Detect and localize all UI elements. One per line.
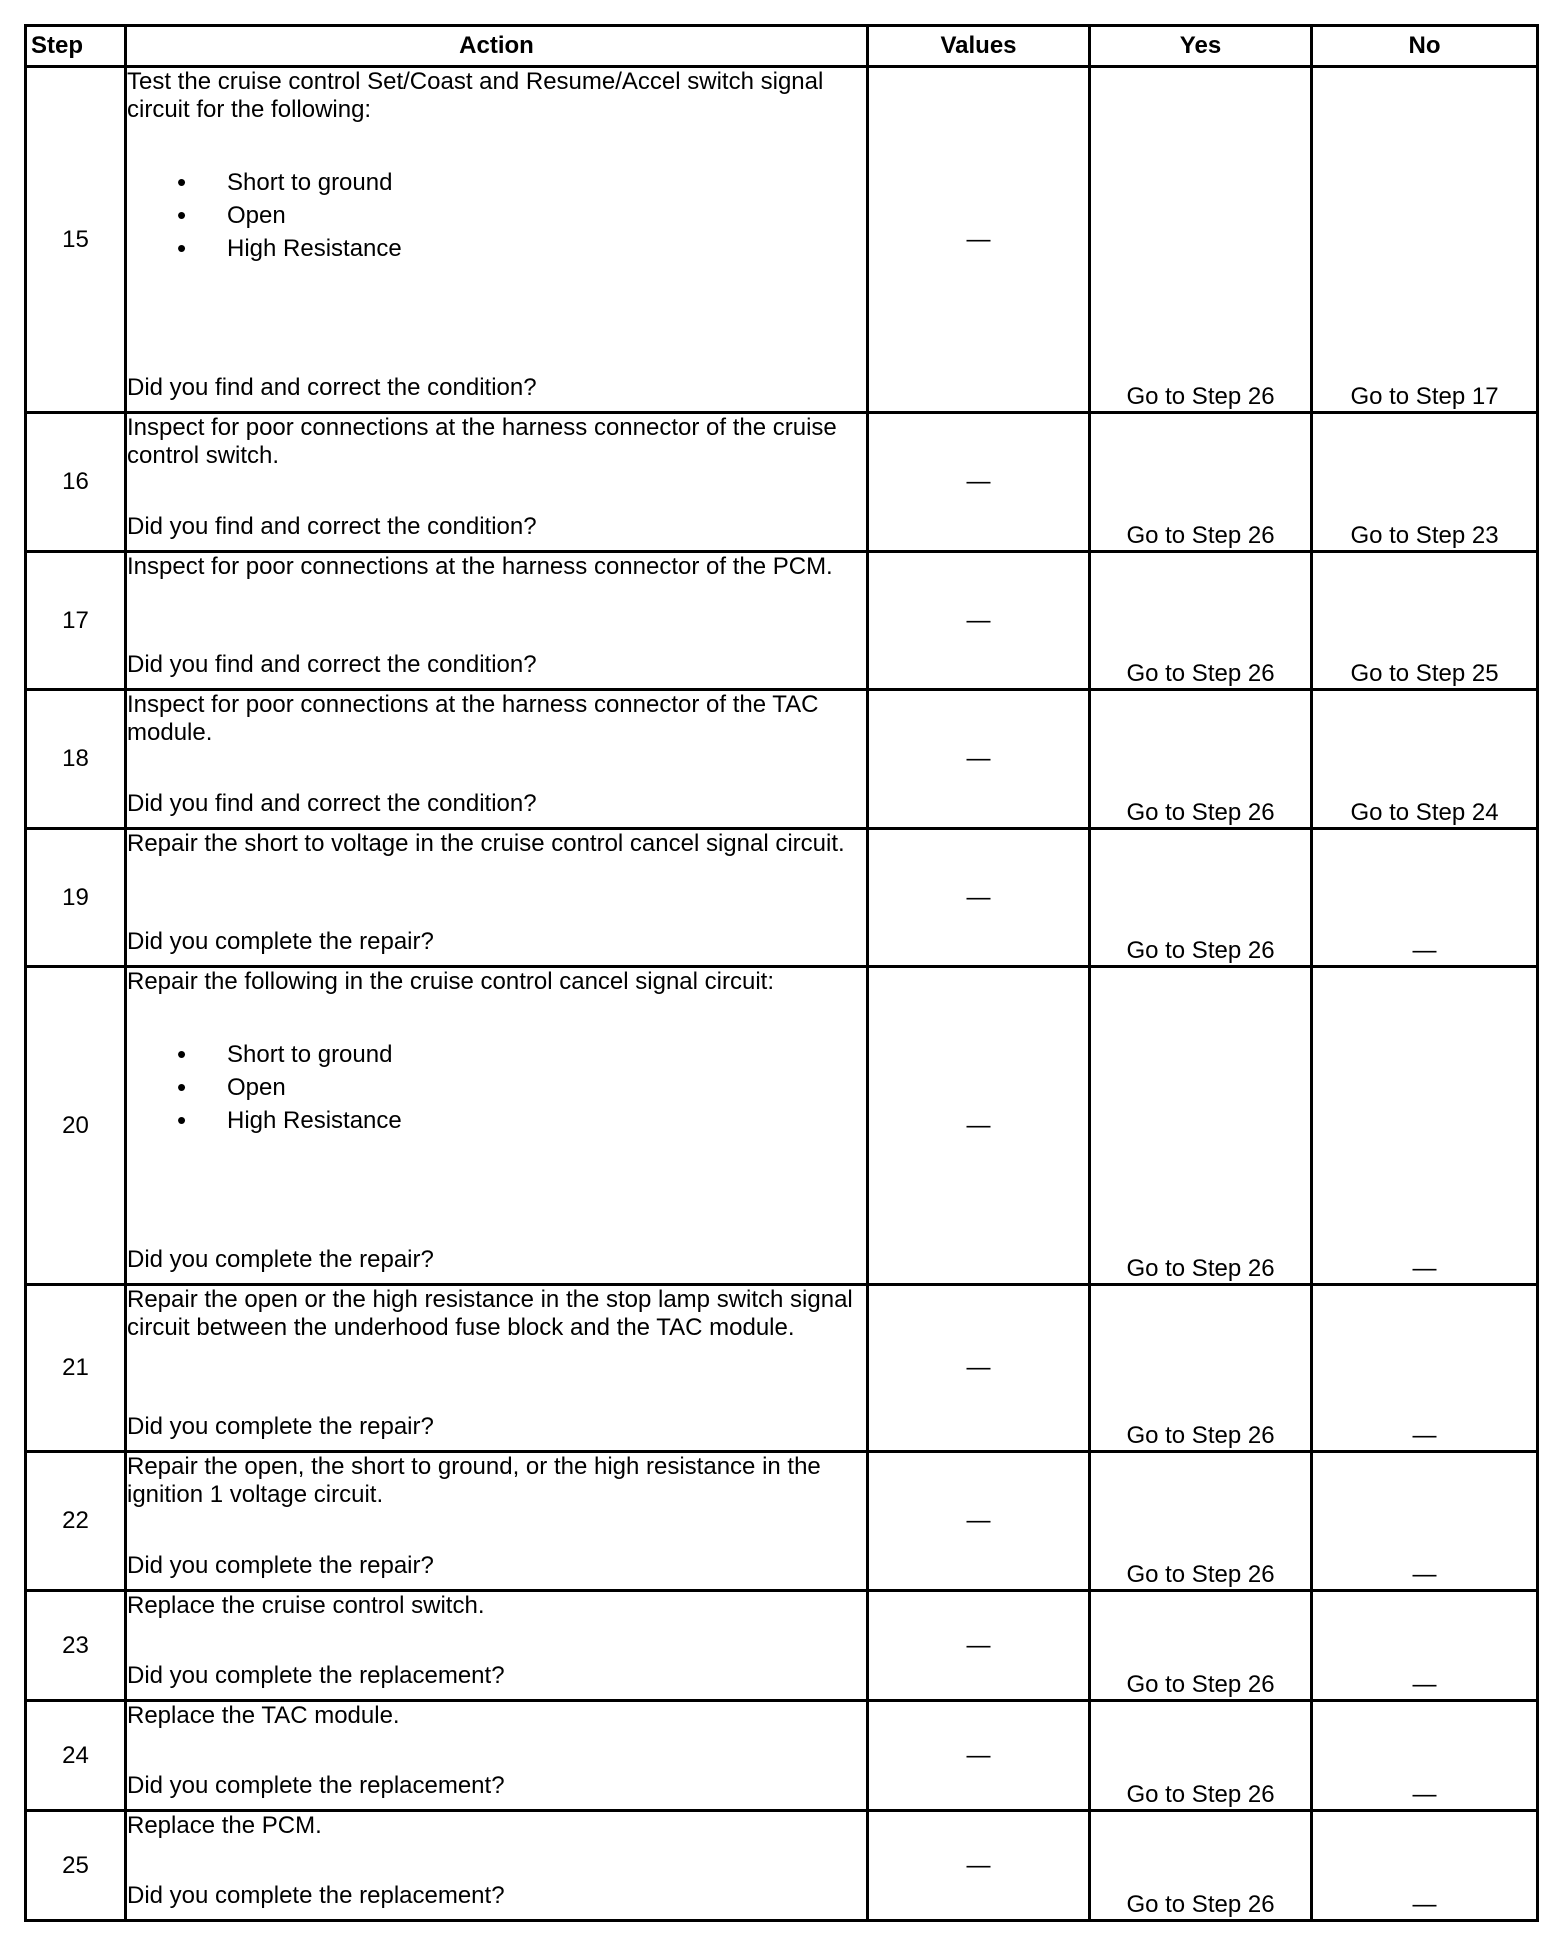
action-instruction: Test the cruise control Set/Coast and Resume/Accel switch signal circuit for the following:	[127, 68, 824, 123]
action-instruction: Inspect for poor connections at the harness connector of the PCM.	[127, 553, 833, 580]
action-instruction: Replace the cruise control switch.	[127, 1592, 485, 1619]
header-values: Values	[868, 26, 1090, 67]
action-question: Did you complete the replacement?	[127, 1882, 505, 1909]
action-instruction: Replace the PCM.	[127, 1812, 322, 1839]
yes-cell: Go to Step 26	[1090, 552, 1312, 690]
yes-cell: Go to Step 26	[1090, 413, 1312, 552]
action-instruction: Repair the open or the high resistance in the stop lamp switch signal circuit between the underhood fuse block and the TAC module.	[127, 1286, 853, 1341]
action-cell	[126, 413, 868, 552]
no-cell: —	[1312, 1285, 1538, 1452]
yes-cell: Go to Step 26	[1090, 690, 1312, 829]
step-number: 19	[26, 829, 126, 967]
step-number: 17	[26, 552, 126, 690]
table-row	[26, 552, 1538, 690]
action-question: Did you find and correct the condition?	[127, 513, 537, 540]
table-row	[26, 1811, 1538, 1921]
step-number: 21	[26, 1285, 126, 1452]
step-number: 23	[26, 1591, 126, 1701]
action-question: Did you complete the repair?	[127, 1552, 434, 1579]
diagnostic-table	[24, 24, 1539, 1922]
action-question: Did you find and correct the condition?	[127, 790, 537, 817]
action-cell	[126, 967, 868, 1285]
action-cell	[126, 67, 868, 413]
values-cell: —	[868, 1452, 1090, 1591]
values-cell: —	[868, 829, 1090, 967]
step-number: 18	[26, 690, 126, 829]
table-row	[26, 1591, 1538, 1701]
no-cell: —	[1312, 1452, 1538, 1591]
values-cell: —	[868, 1701, 1090, 1811]
action-instruction: Repair the open, the short to ground, or the high resistance in the ignition 1 voltage circuit.	[127, 1453, 821, 1508]
action-cell	[126, 1285, 868, 1452]
condition-list	[127, 166, 866, 265]
action-instruction: Repair the short to voltage in the cruise control cancel signal circuit.	[127, 830, 845, 857]
table-row	[26, 690, 1538, 829]
values-cell: —	[868, 413, 1090, 552]
action-question: Did you complete the repair?	[127, 1413, 434, 1440]
yes-cell: Go to Step 26	[1090, 967, 1312, 1285]
values-cell: —	[868, 1591, 1090, 1701]
action-question: Did you find and correct the condition?	[127, 374, 537, 401]
action-question: Did you complete the replacement?	[127, 1662, 505, 1689]
no-cell: —	[1312, 1591, 1538, 1701]
action-question: Did you complete the repair?	[127, 928, 434, 955]
step-number: 16	[26, 413, 126, 552]
no-cell: —	[1312, 967, 1538, 1285]
yes-cell: Go to Step 26	[1090, 829, 1312, 967]
no-cell: —	[1312, 1811, 1538, 1921]
values-cell: —	[868, 690, 1090, 829]
yes-cell: Go to Step 26	[1090, 1811, 1312, 1921]
no-cell: Go to Step 23	[1312, 413, 1538, 552]
no-cell: Go to Step 24	[1312, 690, 1538, 829]
table-row	[26, 67, 1538, 413]
header-step: Step	[26, 26, 126, 67]
action-instruction: Repair the following in the cruise control cancel signal circuit:	[127, 968, 774, 995]
action-instruction: Replace the TAC module.	[127, 1702, 400, 1729]
step-number: 15	[26, 67, 126, 413]
no-cell: —	[1312, 1701, 1538, 1811]
no-cell: Go to Step 25	[1312, 552, 1538, 690]
action-cell	[126, 829, 868, 967]
header-yes: Yes	[1090, 26, 1312, 67]
action-instruction: Inspect for poor connections at the harness connector of the cruise control switch.	[127, 414, 837, 469]
values-cell: —	[868, 67, 1090, 413]
action-question: Did you complete the replacement?	[127, 1772, 505, 1799]
action-cell	[126, 552, 868, 690]
step-number: 24	[26, 1701, 126, 1811]
action-question: Did you complete the repair?	[127, 1246, 434, 1273]
action-cell	[126, 1591, 868, 1701]
action-instruction: Inspect for poor connections at the harness connector of the TAC module.	[127, 691, 819, 746]
list-item: • High Resistance	[227, 1104, 866, 1137]
table-row	[26, 413, 1538, 552]
action-cell	[126, 1452, 868, 1591]
yes-cell: Go to Step 26	[1090, 1452, 1312, 1591]
table-row	[26, 967, 1538, 1285]
table-row	[26, 1452, 1538, 1591]
yes-cell: Go to Step 26	[1090, 1701, 1312, 1811]
yes-cell: Go to Step 26	[1090, 1591, 1312, 1701]
header-row	[26, 26, 1538, 67]
no-cell: —	[1312, 829, 1538, 967]
values-cell: —	[868, 552, 1090, 690]
action-cell	[126, 690, 868, 829]
values-cell: —	[868, 1811, 1090, 1921]
values-cell: —	[868, 967, 1090, 1285]
action-question: Did you find and correct the condition?	[127, 651, 537, 678]
action-cell	[126, 1701, 868, 1811]
list-item: • Open	[227, 199, 866, 232]
values-cell: —	[868, 1285, 1090, 1452]
header-no: No	[1312, 26, 1538, 67]
step-number: 20	[26, 967, 126, 1285]
list-item: • High Resistance	[227, 232, 866, 265]
yes-cell: Go to Step 26	[1090, 67, 1312, 413]
action-cell	[126, 1811, 868, 1921]
table-row	[26, 829, 1538, 967]
table-row	[26, 1701, 1538, 1811]
header-action: Action	[126, 26, 868, 67]
step-number: 25	[26, 1811, 126, 1921]
list-item: • Short to ground	[227, 166, 866, 199]
step-number: 22	[26, 1452, 126, 1591]
list-item: • Short to ground	[227, 1038, 866, 1071]
yes-cell: Go to Step 26	[1090, 1285, 1312, 1452]
condition-list	[127, 1038, 866, 1137]
list-item: • Open	[227, 1071, 866, 1104]
table-row	[26, 1285, 1538, 1452]
no-cell: Go to Step 17	[1312, 67, 1538, 413]
